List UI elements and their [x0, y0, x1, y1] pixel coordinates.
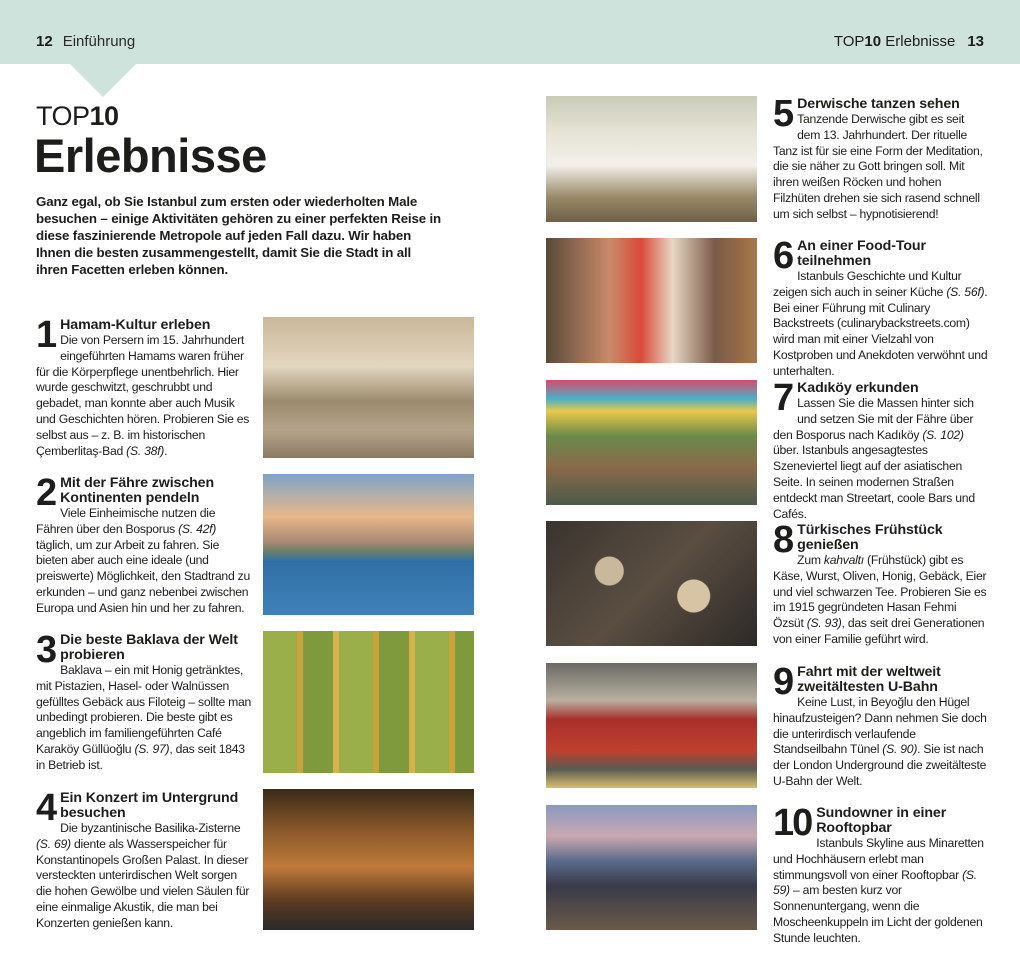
top-number: 10 — [89, 101, 119, 131]
body-text: über. Istanbuls angesagtestes Szeneviertel liegt auf der asiatischen Seite. In seinen modernen Straßen entdeckt man Streetart, coole Bars und Cafés. — [773, 443, 975, 521]
right-section-number: 10 — [864, 33, 882, 50]
photo-foodtour — [546, 238, 757, 363]
body-text: Istanbuls Geschichte und Kultur zeigen sich auch in seiner Küche — [773, 269, 962, 299]
item-heading: Kadıköy erkunden — [797, 380, 919, 396]
page-reference: (S. 42f) — [178, 521, 217, 536]
item-body — [36, 821, 252, 932]
page-header — [0, 0, 1020, 64]
top10-item-8 — [773, 519, 989, 648]
right-running-head — [834, 33, 984, 50]
item-heading: Ein Konzert im Untergrund besuchen — [60, 790, 239, 821]
item-body — [36, 333, 252, 459]
item-body — [773, 269, 989, 380]
item-body — [773, 396, 989, 522]
item-heading: An einer Food-Tour teilnehmen — [797, 238, 926, 269]
body-text: , das seit 1843 in Betrieb ist. — [36, 741, 245, 772]
right-page-number: 13 — [967, 33, 984, 50]
body-text: Die von Persern im 15. Jahrhundert eingeführten Hamams waren früher für die Körperpflege unentbehrlich. Hier wurde geschwitzt, geschrubbt und gebadet, man konnte aber auch Musik und Geschichten hören. Probieren Sie es selbst aus – z. B. im historischen Çemberlitaş-Bad — [36, 333, 250, 458]
page-reference: (S. 56f) — [946, 284, 985, 299]
top-prefix: TOP — [36, 101, 90, 131]
intro-paragraph: Ganz egal, ob Sie Istanbul zum ersten oder wiederholten Male besuchen – einige Aktivitäten gehören zu einer perfekten Reise in diese faszinierende Metropole auf jeden Fall dazu. Wir haben Ihnen die besten zusammengestellt, damit Sie die Stadt in all ihren Facetten erleben können. — [36, 194, 442, 277]
body-text: Baklava – ein mit Honig getränktes, mit Pistazien, Hasel- oder Walnüssen gefülltes Gebäck aus Filoteig – sollte man unbedingt probieren. Die beste gibt es angeblich im familiengeführten Café Karaköy Güllüoğlu — [36, 663, 252, 756]
body-text: Istanbuls Skyline aus Minaretten und Hochhäusern erlebt man stimmungsvoll von einer Rooftopbar — [773, 836, 984, 882]
page-reference: (S. 97) — [134, 741, 170, 756]
body-text: . — [164, 443, 168, 458]
photo-tunel — [546, 663, 757, 788]
photo-cistern — [263, 789, 474, 930]
body-text: – am besten kurz vor Sonnenuntergang, wenn die Moscheenkuppeln im Licht der goldenen Stunde leuchten. — [773, 883, 983, 945]
body-text: Lassen Sie die Massen hinter sich und setzen Sie mit der Fähre über den Bosporus nach Kadıköy — [773, 396, 974, 442]
photo-dervish — [546, 96, 757, 222]
item-body — [36, 663, 252, 774]
page-reference: (S. 59) — [773, 867, 977, 898]
left-section-title: Einführung — [62, 33, 136, 50]
left-running-head — [36, 33, 135, 50]
item-heading: Die beste Baklava der Welt probieren — [60, 632, 238, 663]
item-number: 5 — [773, 93, 793, 135]
photo-breakfast — [546, 521, 757, 646]
item-number: 9 — [773, 661, 793, 703]
item-body — [773, 695, 989, 790]
body-text: Keine Lust, in Beyoğlu den Hügel hinaufzusteigen? Dann nehmen Sie doch die unterirdisch verlaufende Standseilbahn Tünel — [773, 695, 987, 757]
page-reference: (S. 90) — [882, 742, 918, 757]
top10-item-5 — [773, 93, 989, 223]
top10-item-4 — [36, 787, 252, 932]
item-number: 4 — [36, 787, 56, 829]
item-number: 10 — [773, 802, 812, 844]
item-number: 1 — [36, 314, 56, 356]
body-text: täglich, um zur Arbeit zu fahren. Sie bieten aber auch eine ideale (und preiswerte) Möglichkeit, den Stadtrand zu erkunden – und ganz nebenbei zwischen Europa und Asien hin und her zu fahren. — [36, 537, 250, 615]
top10-item-1 — [36, 314, 252, 459]
item-heading: Türkisches Frühstück genießen — [797, 522, 943, 553]
page-reference: kahvaltı — [823, 553, 864, 567]
item-heading: Sundowner in einer Rooftopbar — [816, 805, 947, 836]
item-number: 6 — [773, 235, 793, 277]
body-text: . Sie ist nach der London Underground die zweitälteste U-Bahn der Welt. — [773, 742, 987, 788]
body-text: diente als Wasserspeicher für Konstantinopels Großen Palast. In dieser versteckten unterirdischen Welt sorgen die hohen Gewölbe und vielen Säulen für eine einmalige Akustik, die man bei Konzerten genießen kann. — [36, 836, 250, 930]
photo-ferry — [263, 474, 474, 615]
page-reference: (S. 93) — [806, 616, 842, 631]
page-reference: (S. 102) — [922, 427, 964, 442]
page-reference: (S. 69) — [36, 836, 71, 851]
item-body — [36, 506, 252, 617]
item-heading: Fahrt mit der weltweit zweitältesten U-Bahn — [797, 664, 941, 695]
item-heading: Mit der Fähre zwischen Kontinenten pendeln — [60, 475, 215, 506]
item-heading: Hamam-Kultur erleben — [60, 317, 211, 333]
body-text: Die byzantinische Basilika-Zisterne — [60, 821, 241, 835]
body-text: (Frühstück) gibt es Käse, Wurst, Oliven, Honig, Gebäck, Eier und viel schwarzen Tee. Probieren Sie es im 1915 gegründeten Hasan Fehmi Özsüt — [773, 553, 987, 631]
left-page-number: 12 — [36, 33, 53, 50]
item-number: 8 — [773, 519, 793, 561]
body-text: , das seit drei Generationen von einer Familie geführt wird. — [773, 616, 985, 646]
header-pointer — [70, 64, 136, 97]
item-number: 2 — [36, 472, 56, 514]
body-text: . Bei einer Führung mit Culinary Backstreets (culinarybackstreets.com) wird man mit einer Vielzahl von Kostproben und Anekdoten verwöhnt und unterhalten. — [773, 284, 988, 378]
top10-item-2 — [36, 472, 252, 617]
item-body — [773, 112, 989, 223]
right-section-prefix: TOP — [833, 33, 865, 50]
photo-rooftop — [546, 805, 757, 930]
page-title: Erlebnisse — [34, 129, 267, 182]
top10-item-7 — [773, 377, 989, 522]
top10-item-10 — [773, 802, 989, 947]
body-text: Viele Einheimische nutzen die Fähren über den Bosporus — [36, 506, 216, 536]
body-text: Zum — [797, 553, 824, 567]
body-text: Tanzende Derwische gibt es seit dem 13. Jahrhundert. Der rituelle Tanz ist für sie eine Form der Meditation, die sie näher zu Gott bringen soll. Mit ihren weißen Röcken und hohen Filzhüten drehen sie sich rasend schnell um sich selbst – hypnotisierend! — [773, 112, 983, 221]
item-number: 3 — [36, 629, 56, 671]
item-body — [773, 836, 989, 947]
item-heading: Derwische tanzen sehen — [797, 96, 960, 112]
right-section-suffix: Erlebnisse — [881, 33, 956, 50]
photo-hamam — [263, 317, 474, 458]
photo-kadikoy — [546, 380, 757, 505]
top10-item-3 — [36, 629, 252, 774]
photo-baklava — [263, 631, 474, 773]
item-body — [773, 553, 989, 648]
page-reference: (S. 38f) — [126, 443, 165, 458]
top10-item-6 — [773, 235, 989, 380]
item-number: 7 — [773, 377, 793, 419]
top10-item-9 — [773, 661, 989, 790]
